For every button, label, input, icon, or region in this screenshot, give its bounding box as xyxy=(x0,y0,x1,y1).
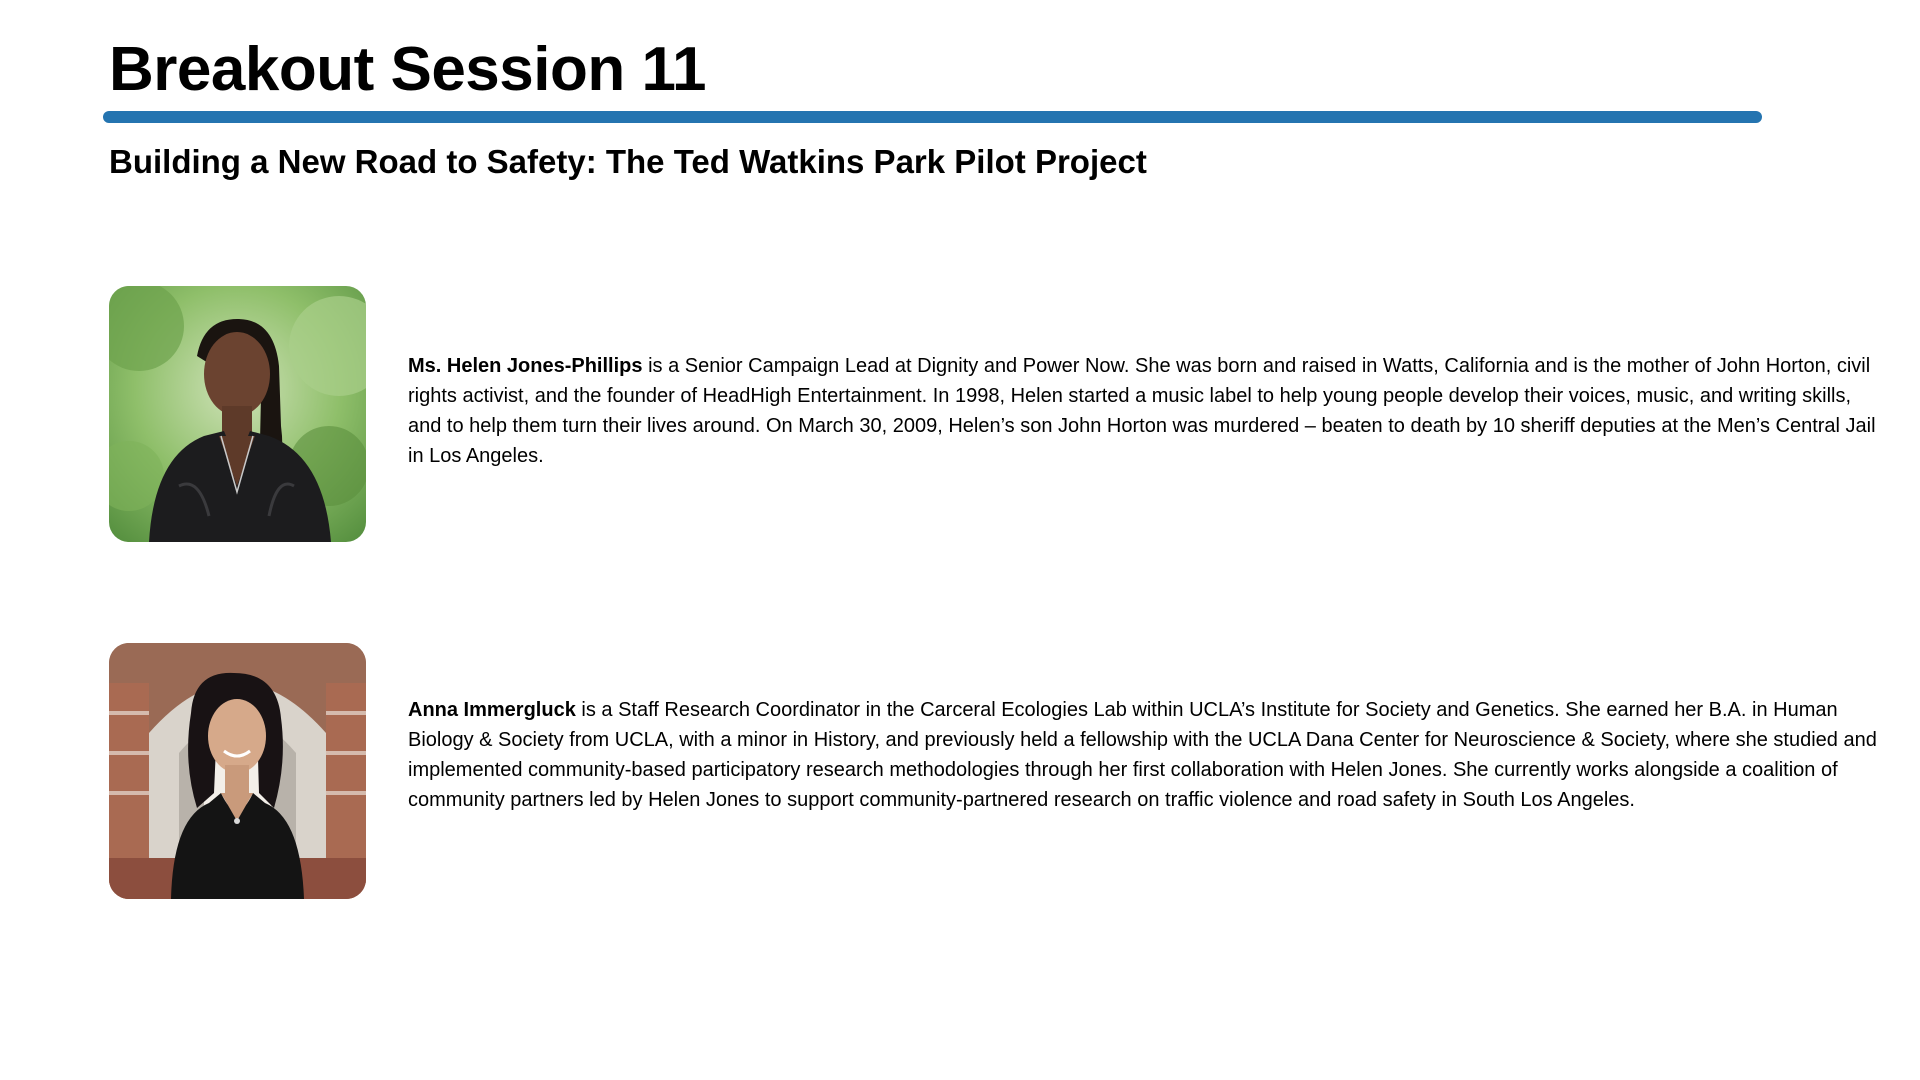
speaker-description-helen: is a Senior Campaign Lead at Dignity and Power Now. She was born and raised in Watts, California and is the mother of John Horton, civil rights activist, and the founder of HeadHigh Entertainment. In 1998, Helen started a music label to help young people develop their voices, music, and writing skills, and to help them turn their lives around. On March 30, 2009, Helen’s son John Horton was murdered – beaten to death by 10 sheriff deputies at the Men’s Central Jail in Los Angeles. xyxy=(408,355,1876,467)
portrait-photo-icon xyxy=(109,286,366,542)
speaker-name-anna: Anna Immergluck xyxy=(408,699,576,721)
speaker-name-helen: Ms. Helen Jones-Phillips xyxy=(408,355,643,377)
speaker-photo-anna xyxy=(109,643,366,899)
session-subtitle: Building a New Road to Safety: The Ted Watkins Park Pilot Project xyxy=(109,143,1147,180)
title-underline xyxy=(103,111,1762,123)
speaker-description-anna: is a Staff Research Coordinator in the Carceral Ecologies Lab within UCLA’s Institute for Society and Genetics. She earned her B.A. in Human Biology & Society from UCLA, with a minor in History, and previously held a fellowship with the UCLA Dana Center for Neuroscience & Society, where she studied and implemented community-based participatory research methodologies through her first collaboration with Helen Jones. She currently works alongside a coalition of community partners led by Helen Jones to support community-partnered research on traffic violence and road safety in South Los Angeles. xyxy=(408,699,1877,811)
speaker-photo-helen xyxy=(109,286,366,542)
speaker-bio-text-helen xyxy=(408,351,1888,471)
speaker-bio-text-anna xyxy=(408,695,1888,815)
page-title: Breakout Session 11 xyxy=(109,35,706,104)
portrait-photo-icon xyxy=(109,643,366,899)
